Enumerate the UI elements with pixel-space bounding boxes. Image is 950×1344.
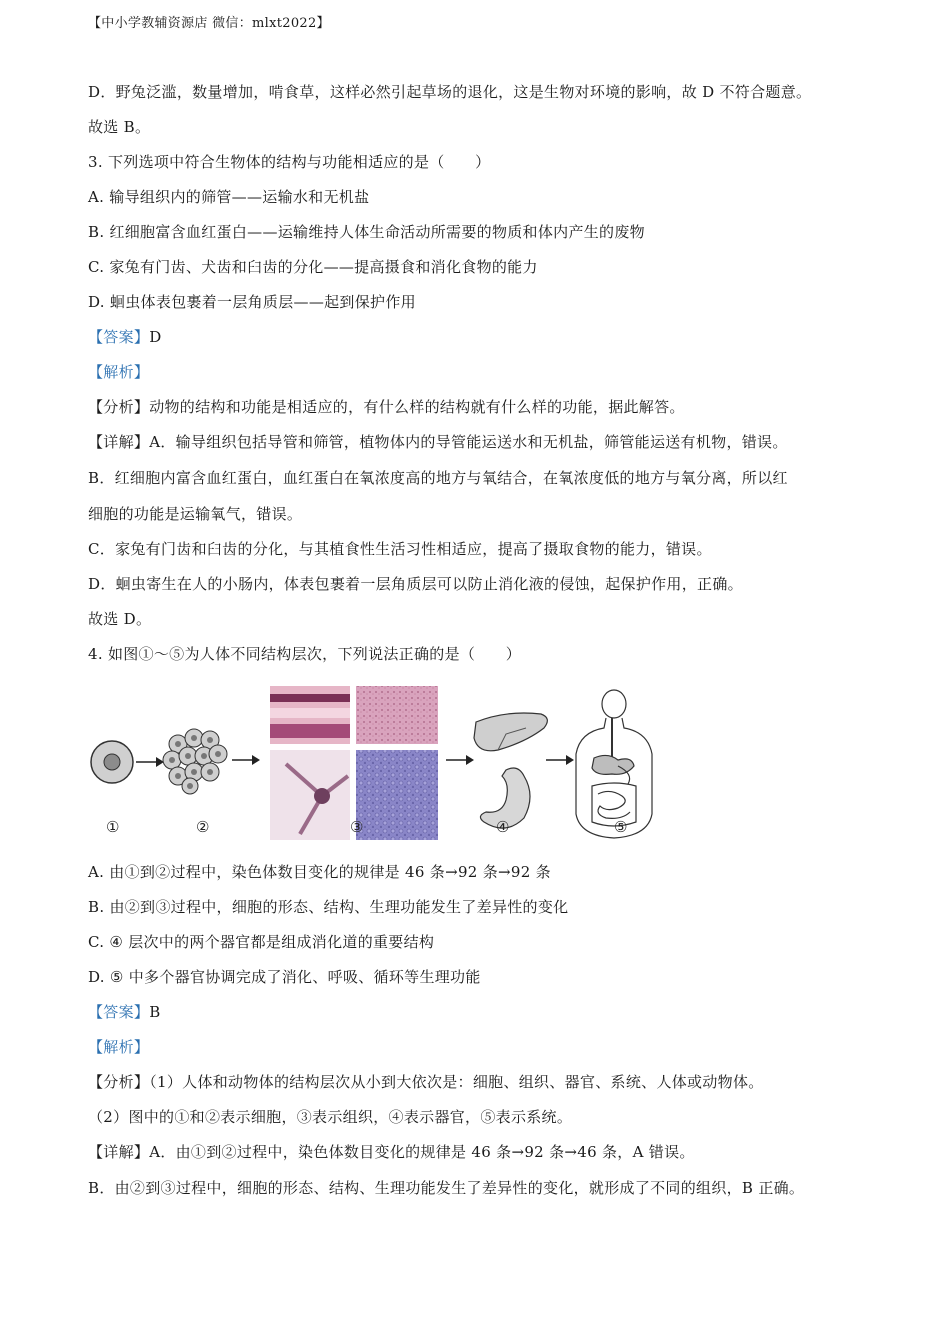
structure-levels-figure	[86, 684, 686, 844]
q3-answer	[88, 327, 162, 347]
q3-option-c: C. 家兔有门齿、犬齿和臼齿的分化——提高摄食和消化食物的能力	[88, 258, 538, 276]
digestive-system-image	[576, 690, 652, 838]
q3-option-d: D. 蛔虫体表包裹着一层角质层——起到保护作用	[88, 293, 416, 311]
answer-tag: 【答案】	[88, 328, 150, 346]
answer-tag: 【答案】	[88, 1003, 150, 1021]
q4-fenxi-1	[88, 1072, 764, 1092]
q4-option-c: C. ④ 层次中的两个器官都是组成消化道的重要结构	[88, 933, 435, 951]
tissue-images	[270, 686, 438, 840]
q3-analysis-tag	[88, 362, 149, 382]
q4-option-a: A. 由①到②过程中，染色体数目变化的规律是 46 条→92 条→92 条	[88, 863, 551, 881]
label-5: ⑤	[614, 818, 628, 836]
analysis-tag: 【解析】	[88, 1038, 150, 1056]
cell-cluster-icon	[163, 729, 227, 794]
q4-analysis-tag	[88, 1037, 149, 1057]
q4-fenxi-2: （2）图中的①和②表示细胞，③表示组织，④表示器官，⑤表示系统。	[88, 1108, 573, 1126]
q3-fenxi	[88, 397, 685, 417]
q3-xiangjie-b1: B．红细胞内富含血红蛋白，血红蛋白在氧浓度高的地方与氧结合，在氧浓度低的地方与氧分离，所以红	[88, 469, 788, 487]
q4-option-d: D. ⑤ 中多个器官协调完成了消化、呼吸、循环等生理功能	[88, 968, 481, 986]
page-header: 【中小学教辅资源店 微信：mlxt2022】	[88, 16, 330, 31]
fenxi-text: 动物的结构和功能是相适应的，有什么样的结构就有什么样的功能，据此解答。	[149, 398, 685, 416]
q4-stem: 4. 如图①～⑤为人体不同结构层次，下列说法正确的是（ ）	[88, 645, 522, 663]
label-1: ①	[106, 818, 120, 836]
conclusion-q2: 故选 B。	[88, 118, 151, 136]
xiangjie-tag: 【详解】	[88, 1143, 150, 1161]
q4-xiangjie-a	[88, 1142, 695, 1162]
single-cell-icon	[91, 741, 133, 783]
label-2: ②	[196, 818, 210, 836]
answer-value: D	[149, 328, 162, 346]
xiangjie-tag: 【详解】	[88, 433, 150, 451]
q4-xiangjie-b: B．由②到③过程中，细胞的形态、结构、生理功能发生了差异性的变化，就形成了不同的组织，B 正确。	[88, 1179, 805, 1197]
q3-xiangjie-c: C．家兔有门齿和臼齿的分化，与其植食性生活习性相适应，提高了摄取食物的能力，错误。	[88, 540, 712, 558]
fenxi-text: （1）人体和动物体的结构层次从小到大依次是：细胞、组织、器官、系统、人体或动物体。	[149, 1073, 764, 1091]
xiangjie-text: A．由①到②过程中，染色体数目变化的规律是 46 条→92 条→46 条，A 错误。	[149, 1143, 695, 1161]
q3-xiangjie-a	[88, 432, 788, 452]
q3-stem: 3. 下列选项中符合生物体的结构与功能相适应的是（ ）	[88, 153, 491, 171]
q3-xiangjie-b2: 细胞的功能是运输氧气，错误。	[88, 505, 303, 523]
xiangjie-text: A．输导组织包括导管和筛管，植物体内的导管能运送水和无机盐，筛管能运送有机物，错误。	[149, 433, 788, 451]
q3-conclusion: 故选 D。	[88, 610, 152, 628]
label-3: ③	[350, 818, 364, 836]
organ-images	[474, 713, 547, 828]
q3-option-a: A. 输导组织内的筛管——运输水和无机盐	[88, 188, 370, 206]
q3-option-b: B. 红细胞富含血红蛋白——运输维持人体生命活动所需要的物质和体内产生的废物	[88, 223, 645, 241]
label-4: ④	[496, 818, 510, 836]
answer-value: B	[149, 1003, 161, 1021]
option-d-q2-explanation: D．野兔泛滥，数量增加，啃食草，这样必然引起草场的退化，这是生物对环境的影响，故 D 不符合题意。	[88, 83, 812, 101]
q4-option-b: B. 由②到③过程中，细胞的形态、结构、生理功能发生了差异性的变化	[88, 898, 569, 916]
q3-xiangjie-d: D．蛔虫寄生在人的小肠内，体表包裹着一层角质层可以防止消化液的侵蚀，起保护作用，正确。	[88, 575, 743, 593]
fenxi-tag: 【分析】	[88, 398, 150, 416]
q4-answer	[88, 1002, 161, 1022]
fenxi-tag: 【分析】	[88, 1073, 150, 1091]
analysis-tag: 【解析】	[88, 363, 150, 381]
